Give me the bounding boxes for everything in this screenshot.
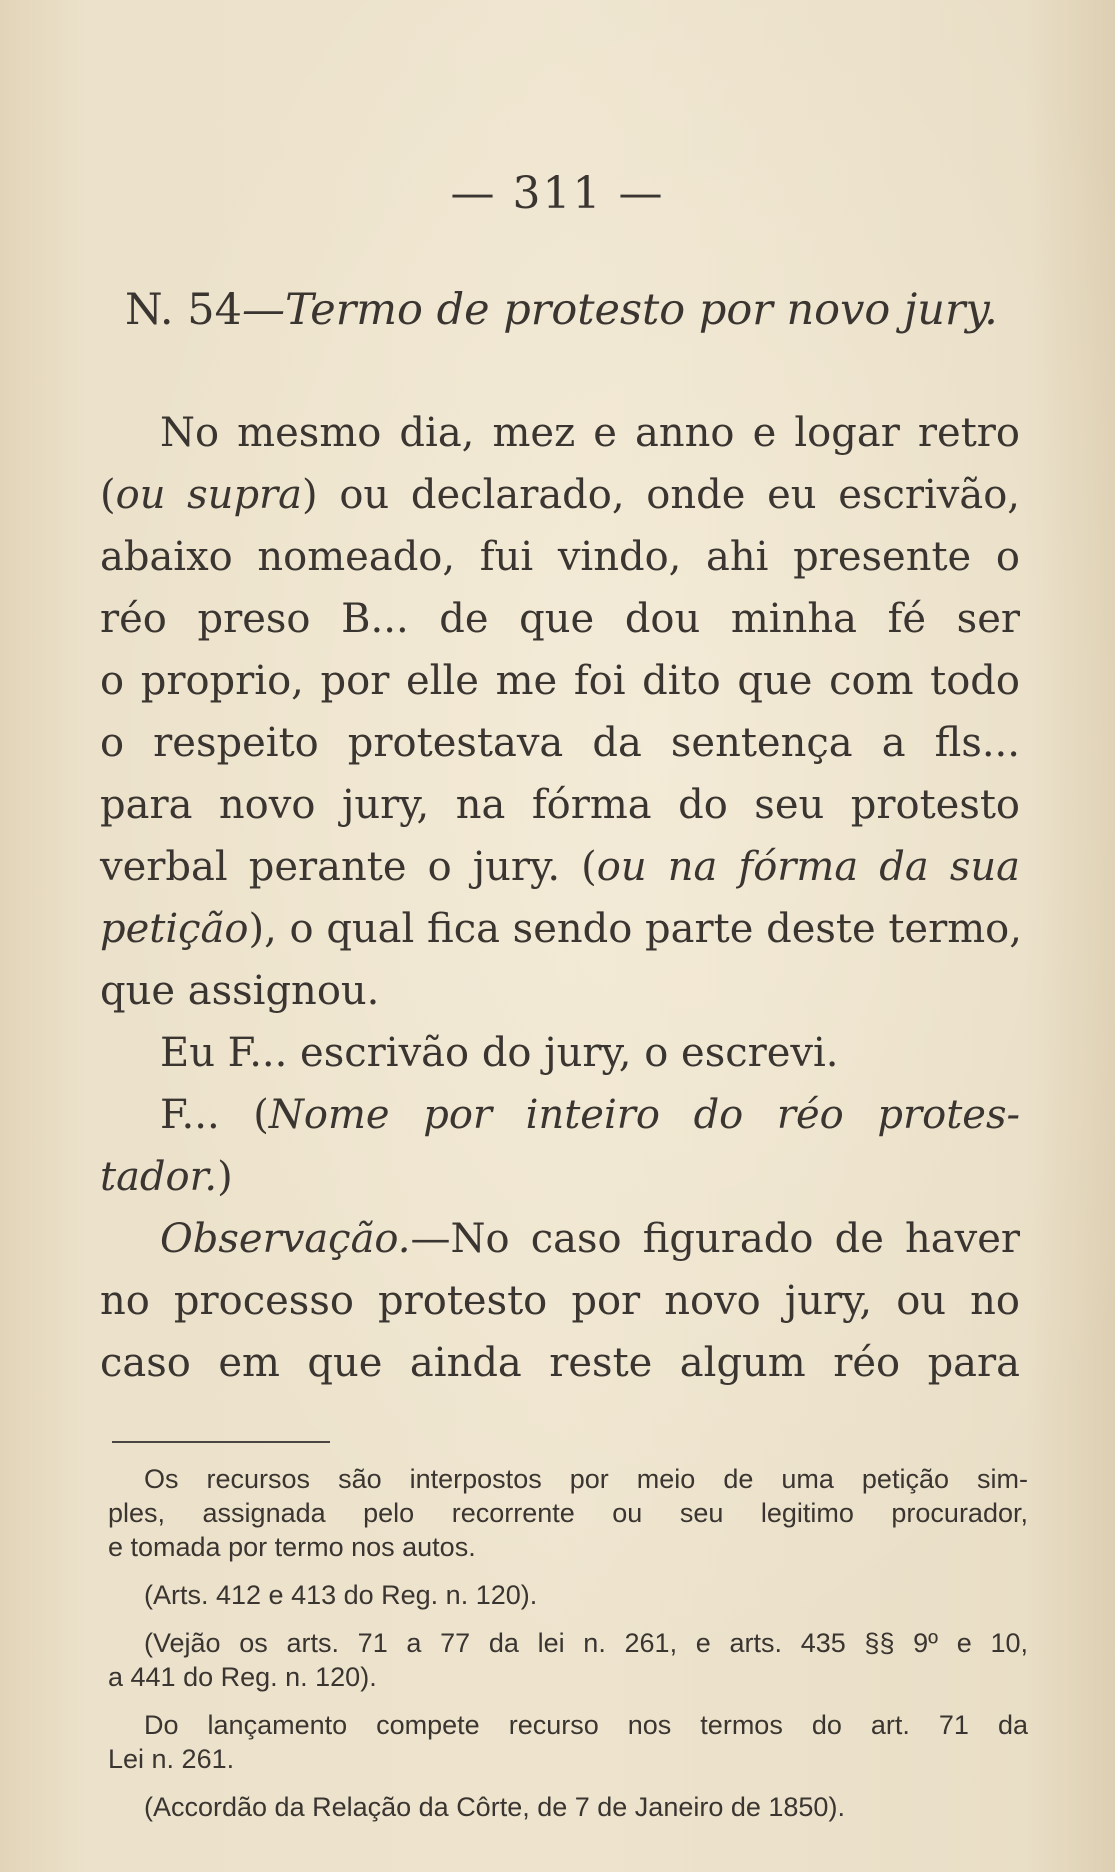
body-line bbox=[100, 774, 1020, 836]
body-line bbox=[100, 1084, 1020, 1146]
body-italic-segment: ou na fórma da sua bbox=[596, 844, 1020, 890]
body-italic-segment: ou supra bbox=[115, 472, 303, 518]
body-line bbox=[100, 1270, 1020, 1332]
body-text-segment: o respeito protestava da sentença a fls... bbox=[100, 720, 1020, 766]
page-number: — 311 — bbox=[450, 168, 665, 219]
footnote-paragraph bbox=[108, 1578, 1028, 1612]
body-text-segment: ), o qual fica sendo parte deste termo, bbox=[248, 906, 1022, 952]
footnote-paragraph bbox=[108, 1790, 1028, 1824]
body-text-segment: verbal perante o jury. ( bbox=[100, 844, 597, 890]
footnote-line: ples, assignada pelo recorrente ou seu legitimo procurador, bbox=[108, 1498, 1028, 1528]
footnote-line: (Vejão os arts. 71 a 77 da lei n. 261, e arts. 435 §§ 9º e 10, bbox=[144, 1628, 1028, 1658]
footnote-line: a 441 do Reg. n. 120). bbox=[108, 1662, 377, 1692]
footnote-line: (Accordão da Relação da Côrte, de 7 de Janeiro de 1850). bbox=[144, 1792, 845, 1822]
footnote-line: e tomada por termo nos autos. bbox=[108, 1532, 476, 1562]
body-line bbox=[100, 464, 1020, 526]
heading-title: —Termo de protesto por novo jury. bbox=[241, 285, 998, 335]
body-line bbox=[100, 588, 1020, 650]
body-text bbox=[100, 402, 1020, 1394]
heading-number: N. 54 bbox=[125, 285, 242, 335]
footnote-paragraph bbox=[108, 1708, 1028, 1776]
body-line bbox=[100, 712, 1020, 774]
body-line bbox=[100, 898, 1020, 960]
body-italic-segment: petição bbox=[100, 906, 249, 952]
section-heading bbox=[125, 285, 1045, 335]
body-italic-segment: tador. bbox=[100, 1154, 218, 1200]
body-text-segment: Eu F... escrivão do jury, o escrevi. bbox=[160, 1030, 839, 1076]
body-text-segment: caso em que ainda reste algum réo para bbox=[100, 1340, 1020, 1386]
body-line bbox=[100, 1146, 1020, 1208]
body-line bbox=[100, 650, 1020, 712]
footnote-divider bbox=[112, 1441, 330, 1443]
body-line bbox=[100, 1208, 1020, 1270]
body-line bbox=[100, 402, 1020, 464]
body-text-segment: ) bbox=[217, 1154, 233, 1200]
body-text-segment: F... ( bbox=[160, 1092, 269, 1138]
body-line bbox=[100, 836, 1020, 898]
body-text-segment: que assignou. bbox=[100, 968, 380, 1014]
footnote-line: (Arts. 412 e 413 do Reg. n. 120). bbox=[144, 1580, 538, 1610]
footnote-line: Os recursos são interpostos por meio de uma petição sim- bbox=[144, 1464, 1028, 1494]
body-line bbox=[100, 526, 1020, 588]
body-text-segment: para novo jury, na fórma do seu protesto bbox=[100, 782, 1020, 828]
body-line bbox=[100, 1332, 1020, 1394]
body-text-segment: ) ou declarado, onde eu escrivão, bbox=[302, 472, 1021, 518]
footnote-paragraph bbox=[108, 1626, 1028, 1694]
body-text-segment: o proprio, por elle me foi dito que com todo bbox=[100, 658, 1020, 704]
body-text-segment: réo preso B... de que dou minha fé ser bbox=[100, 596, 1020, 642]
body-line bbox=[100, 1022, 1020, 1084]
body-text-segment: ( bbox=[100, 472, 116, 518]
footnote-paragraph bbox=[108, 1462, 1028, 1564]
body-line bbox=[100, 960, 1020, 1022]
body-italic-segment: Nome por inteiro do réo protes- bbox=[268, 1092, 1020, 1138]
body-text-segment: —No caso figurado de haver bbox=[410, 1216, 1020, 1262]
footnote-line: Do lançamento compete recurso nos termos do art. 71 da bbox=[144, 1710, 1028, 1740]
footnote-line: Lei n. 261. bbox=[108, 1744, 235, 1774]
body-text-segment: abaixo nomeado, fui vindo, ahi presente o bbox=[100, 534, 1020, 580]
body-italic-segment: Observação. bbox=[160, 1216, 411, 1262]
body-text-segment: no processo protesto por novo jury, ou no bbox=[100, 1278, 1020, 1324]
footnotes bbox=[108, 1462, 1028, 1838]
body-text-segment: No mesmo dia, mez e anno e logar retro bbox=[160, 410, 1020, 456]
